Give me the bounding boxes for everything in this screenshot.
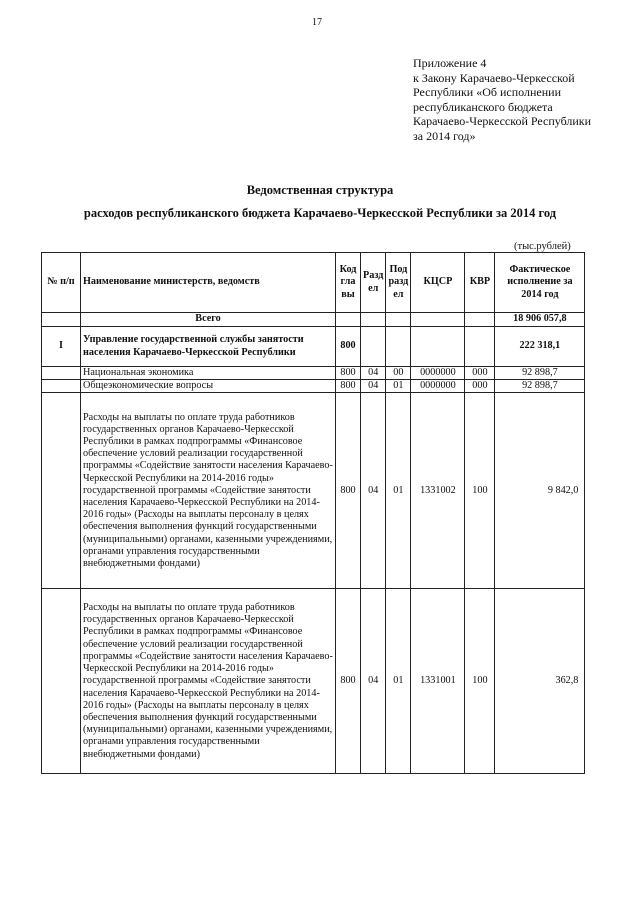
table-row <box>42 380 585 393</box>
row-fact: 222 318,1 <box>495 327 585 367</box>
row-num <box>42 380 81 393</box>
total-label: Всего <box>81 313 336 327</box>
header-kvr: КВР <box>465 253 495 313</box>
row-podrazd <box>386 327 411 367</box>
row-name: Национальная экономика <box>81 367 336 380</box>
row-razd: 04 <box>361 380 386 393</box>
row-kcsr: 1331001 <box>411 589 465 774</box>
header-fact: Фактическое исполнение за 2014 год <box>495 253 585 313</box>
units-label: (тыс.рублей) <box>514 241 571 252</box>
row-fact: 92 898,7 <box>495 380 585 393</box>
row-razd: 04 <box>361 393 386 589</box>
row-kvr: 100 <box>465 589 495 774</box>
row-kod: 800 <box>336 327 361 367</box>
total-row <box>42 313 585 327</box>
appendix-line: республиканского бюджета <box>413 99 553 114</box>
row-podrazd: 00 <box>386 367 411 380</box>
row-num <box>42 589 81 774</box>
row-kvr <box>465 327 495 367</box>
appendix-line: Приложение 4 <box>413 56 487 70</box>
row-kvr: 000 <box>465 380 495 393</box>
row-name: Расходы на выплаты по оплате труда работников государственных органов Карачаево-Черкесской Республики в рамках подпрограммы «Финансовое обеспечение условий реализации государственной программы «Содействие занятости населения Карачаево-Черкесской Республики на 2014-2016 годы» государственной программы «Содействие занятости населения Карачаево-Черкесской Республики на 2014-2016 годы» (Расходы на выплаты персоналу в целях обеспечения выполнения функций государственными (муниципальными) органами, казенными учреждениями, органами управления государственными внебюджетными фондами) <box>81 589 336 774</box>
appendix-line: Карачаево-Черкесской Республики <box>413 114 592 129</box>
appendix-line: за 2014 год» <box>413 128 476 143</box>
row-num: I <box>42 327 81 367</box>
table-row <box>42 367 585 380</box>
header-podrazd: Под разд ел <box>386 253 411 313</box>
row-kod: 800 <box>336 589 361 774</box>
row-kcsr: 1331002 <box>411 393 465 589</box>
page-number: 17 <box>312 17 322 28</box>
row-name: Расходы на выплаты по оплате труда работников государственных органов Карачаево-Черкесской Республики в рамках подпрограммы «Финансовое обеспечение условий реализации государственной программы «Содействие занятости населения Карачаево-Черкесской Республики на 2014-2016 годы» государственной программы «Содействие занятости населения Карачаево-Черкесской Республики на 2014-2016 годы» (Расходы на выплаты персоналу в целях обеспечения выполнения функций государственными (муниципальными) органами, казенными учреждениями, органами управления государственными внебюджетными фондами) <box>81 393 336 589</box>
row-kvr: 000 <box>465 367 495 380</box>
document-title: Ведомственная структура <box>246 183 394 197</box>
budget-table <box>41 252 585 774</box>
row-razd: 04 <box>361 589 386 774</box>
row-razd <box>361 327 386 367</box>
row-fact: 362,8 <box>495 589 585 774</box>
row-podrazd: 01 <box>386 589 411 774</box>
row-kod: 800 <box>336 393 361 589</box>
table-row <box>42 393 585 589</box>
table-row <box>42 327 585 367</box>
header-num: № п/п <box>42 253 81 313</box>
row-fact: 92 898,7 <box>495 367 585 380</box>
header-name: Наименование министерств, ведомств <box>81 253 336 313</box>
row-num <box>42 367 81 380</box>
header-razd: Разд ел <box>361 253 386 313</box>
row-kcsr: 0000000 <box>411 380 465 393</box>
header-kod: Код гла вы <box>336 253 361 313</box>
table-row <box>42 589 585 774</box>
row-podrazd: 01 <box>386 393 411 589</box>
row-kod: 800 <box>336 367 361 380</box>
document-subtitle: расходов республиканского бюджета Карачаево-Черкесской Республики за 2014 год <box>83 206 557 220</box>
appendix-note <box>413 56 613 144</box>
row-num <box>42 393 81 589</box>
row-kod: 800 <box>336 380 361 393</box>
table-header-row <box>42 253 585 313</box>
row-name: Управление государственной службы занятости населения Карачаево-Черкесской Республики <box>81 327 336 367</box>
row-kvr: 100 <box>465 393 495 589</box>
total-fact: 18 906 057,8 <box>495 313 585 327</box>
header-kcsr: КЦСР <box>411 253 465 313</box>
row-kcsr <box>411 327 465 367</box>
row-razd: 04 <box>361 367 386 380</box>
row-kcsr: 0000000 <box>411 367 465 380</box>
row-podrazd: 01 <box>386 380 411 393</box>
appendix-line: Республики «Об исполнении <box>413 85 561 100</box>
appendix-line: к Закону Карачаево-Черкесской <box>413 70 575 85</box>
row-name: Общеэкономические вопросы <box>81 380 336 393</box>
row-fact: 9 842,0 <box>495 393 585 589</box>
